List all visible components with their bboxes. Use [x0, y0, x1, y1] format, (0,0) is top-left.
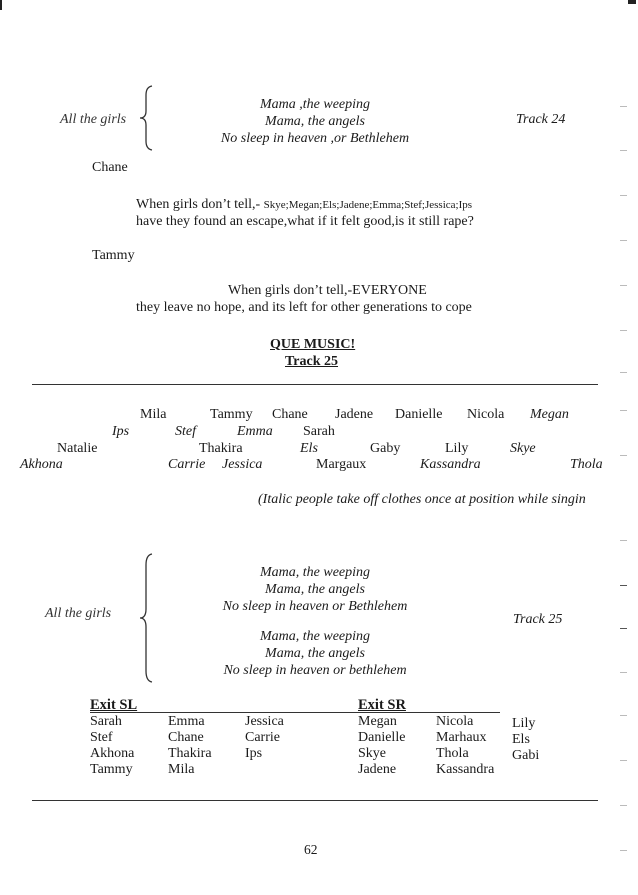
exit-name: Lily — [512, 716, 536, 731]
position-name: Jessica — [222, 457, 263, 472]
chane-line-1 — [136, 197, 472, 213]
lyrics-track-25-verse-2 — [200, 628, 430, 679]
exit-sl-column-3 — [245, 714, 284, 762]
lyrics-track-25-verse-1 — [200, 564, 430, 615]
lyric-line: No sleep in heaven or bethlehem — [223, 663, 407, 678]
tammy-line-2: they leave no hope, and its left for other generations to cope — [136, 300, 472, 315]
exit-sl-column-2 — [168, 714, 212, 778]
position-name: Sarah — [303, 424, 335, 439]
position-name: Els — [300, 441, 318, 456]
exit-name: Kassandra — [436, 762, 495, 777]
exit-sl-column-1 — [90, 714, 134, 778]
exit-name: Thola — [436, 746, 469, 761]
lyric-line: Mama, the angels — [265, 114, 365, 129]
exit-sr-column-3 — [512, 716, 539, 764]
position-name: Chane — [272, 407, 308, 422]
position-name: Danielle — [395, 407, 443, 422]
position-name: Thola — [570, 457, 603, 472]
exit-table-rule — [90, 712, 500, 713]
lyric-line: No sleep in heaven or Bethlehem — [222, 599, 408, 614]
exit-name: Jadene — [358, 762, 397, 777]
lyric-line: Mama, the angels — [265, 582, 365, 597]
exit-name: Jessica — [245, 714, 284, 729]
position-name: Tammy — [210, 407, 253, 422]
section-divider-1 — [32, 384, 598, 385]
exit-name: Megan — [358, 714, 397, 729]
exit-name: Tammy — [90, 762, 133, 777]
position-name: Lily — [445, 441, 469, 456]
exit-name: Thakira — [168, 746, 212, 761]
position-name: Akhona — [20, 457, 63, 472]
exit-sr-column-1 — [358, 714, 405, 778]
page-number: 62 — [304, 842, 318, 857]
position-name: Stef — [175, 424, 196, 439]
track-25-label: Track 25 — [513, 612, 563, 627]
position-name: Skye — [510, 441, 536, 456]
position-name: Megan — [530, 407, 569, 422]
exit-name: Danielle — [358, 730, 406, 745]
exit-name: Marhaux — [436, 730, 487, 745]
exit-sr-column-2 — [436, 714, 494, 778]
position-name: Jadene — [335, 407, 374, 422]
position-name: Kassandra — [420, 457, 481, 472]
exit-name: Chane — [168, 730, 204, 745]
chane-line-1-text: When girls don’t tell,- — [136, 197, 264, 212]
exit-name: Skye — [358, 746, 386, 761]
position-name: Mila — [140, 407, 167, 422]
track-24-label: Track 24 — [516, 112, 566, 127]
position-name: Nicola — [467, 407, 505, 422]
lyrics-track-24 — [200, 96, 430, 147]
position-name: Carrie — [168, 457, 206, 472]
exit-sl-heading: Exit SL — [90, 697, 138, 713]
exit-name: Nicola — [436, 714, 474, 729]
lyric-line: Mama, the weeping — [259, 565, 371, 580]
position-name: Gaby — [370, 441, 401, 456]
exit-name: Mila — [168, 762, 195, 777]
speaker-chane: Chane — [92, 160, 128, 175]
scan-edge-mark-left — [0, 0, 2, 10]
chane-line-1-names: Skye;Megan;Els;Jadene;Emma;Stef;Jessica;Ips — [263, 199, 473, 211]
section-divider-2 — [32, 800, 598, 801]
position-name: Ips — [112, 424, 130, 439]
lyric-line: Mama ,the weeping — [259, 97, 371, 112]
position-name: Emma — [237, 424, 273, 439]
exit-name: Gabi — [512, 748, 540, 763]
chane-line-2: have they found an escape,what if it felt good,is it still rape? — [136, 214, 474, 229]
position-name: Thakira — [199, 441, 243, 456]
lyric-line: Mama, the angels — [265, 646, 365, 661]
left-curly-brace — [138, 85, 154, 151]
exit-name: Emma — [168, 714, 205, 729]
tammy-line-1: When girls don’t tell,-EVERYONE — [228, 283, 427, 298]
exit-name: Els — [512, 732, 530, 747]
exit-name: Stef — [90, 730, 113, 745]
exit-name: Ips — [245, 746, 263, 761]
exit-name: Carrie — [245, 730, 280, 745]
position-name: Margaux — [316, 457, 367, 472]
exit-name: Sarah — [90, 714, 122, 729]
stage-direction-note: (Italic people take off clothes once at position while singin — [258, 492, 586, 507]
cue-music-heading: QUE MUSIC! — [270, 337, 356, 352]
exit-name: Akhona — [90, 746, 135, 761]
lyric-line: No sleep in heaven ,or Bethlehem — [220, 131, 410, 146]
all-girls-label-2: All the girls — [45, 606, 112, 621]
all-girls-label: All the girls — [60, 112, 127, 127]
position-name: Natalie — [57, 441, 98, 456]
lyric-line: Mama, the weeping — [259, 629, 371, 644]
scan-edge-mark-right — [628, 0, 636, 4]
speaker-tammy: Tammy — [92, 248, 135, 263]
exit-sr-heading: Exit SR — [358, 697, 406, 713]
cue-track-25-heading: Track 25 — [285, 354, 339, 369]
left-curly-brace-2 — [138, 553, 154, 683]
